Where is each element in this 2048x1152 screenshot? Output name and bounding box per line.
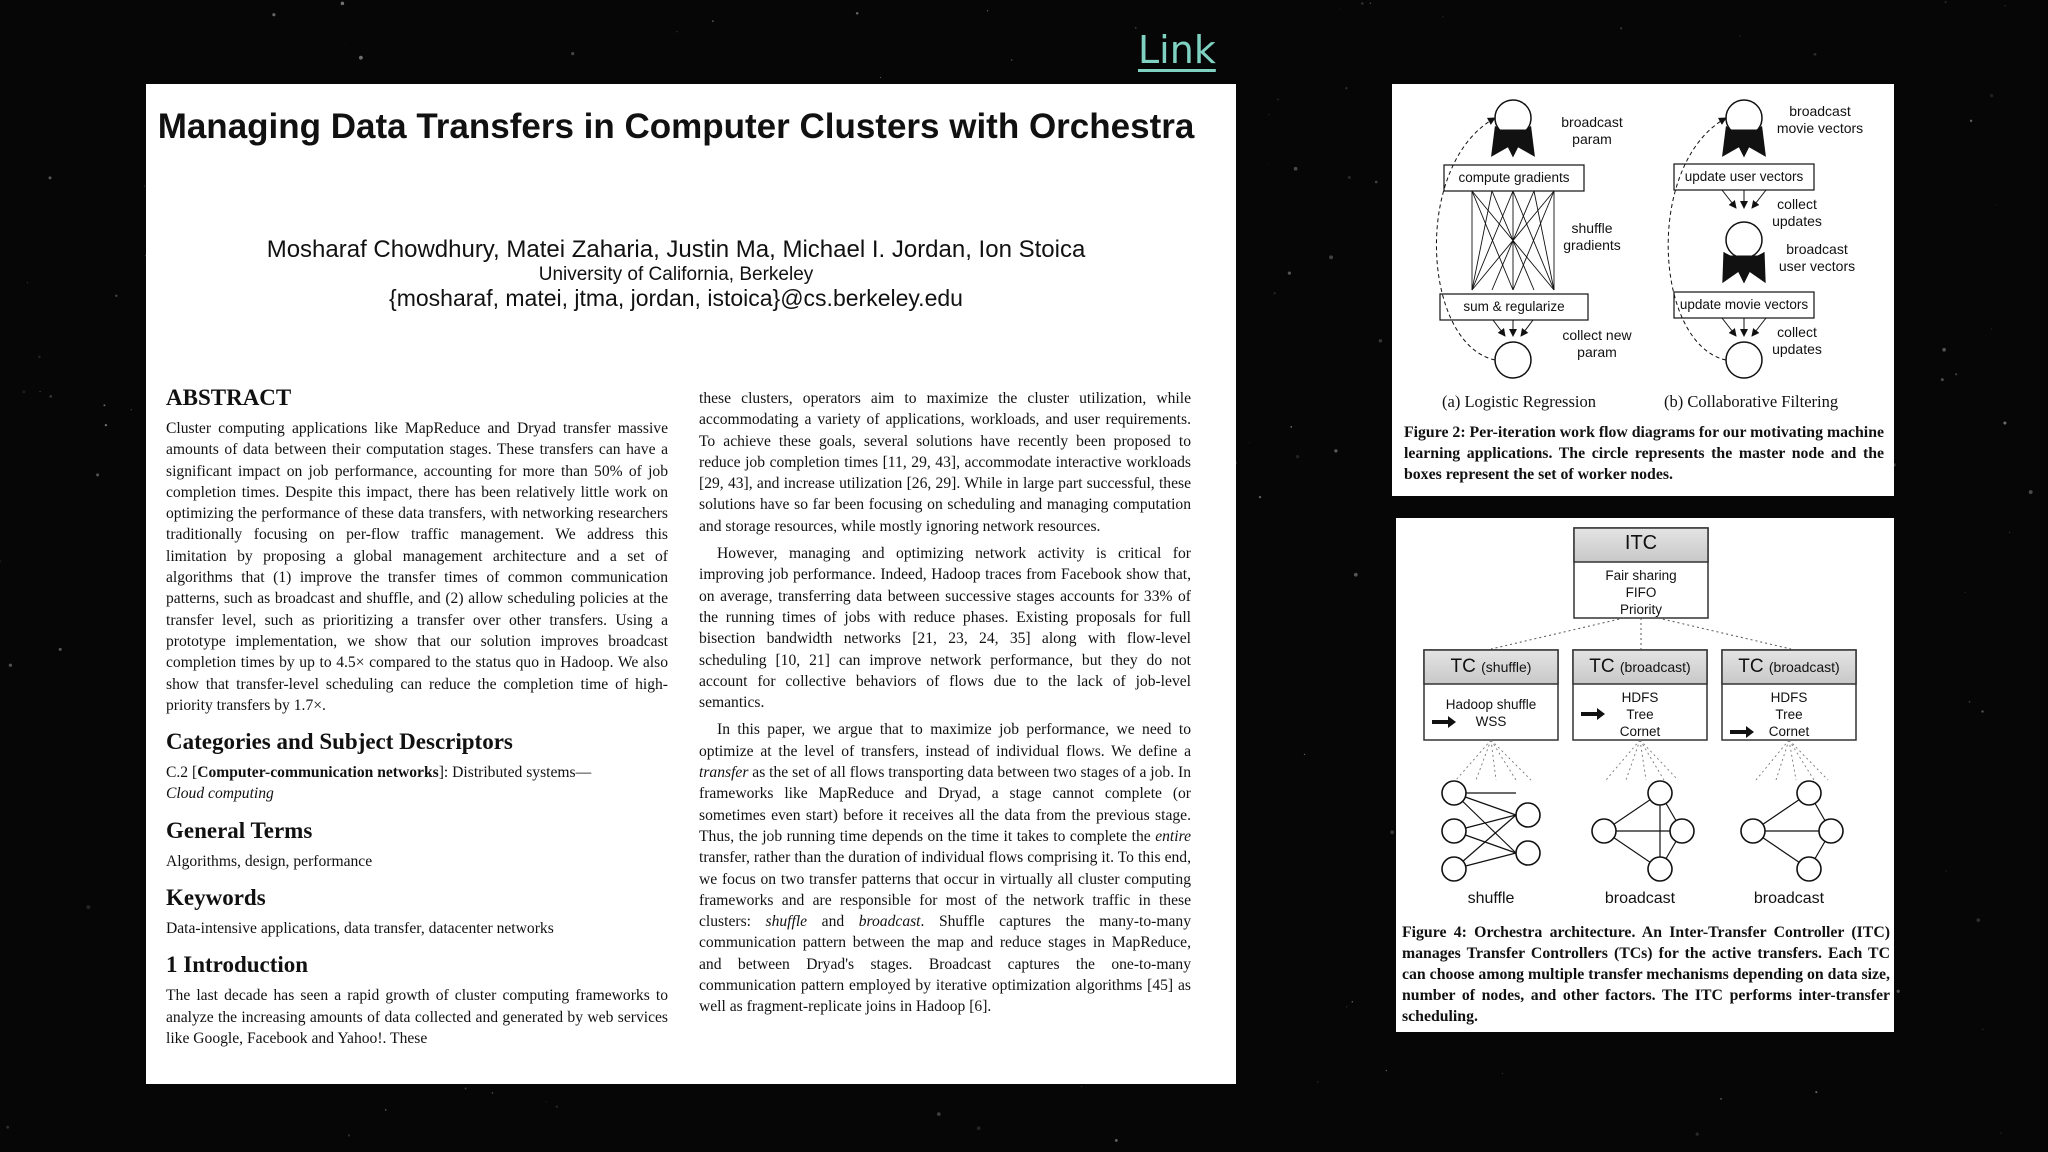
shuffle-graph-label: shuffle — [1467, 890, 1515, 907]
itc-policies: Fair sharing FIFO Priority — [1605, 568, 1677, 617]
lr-sum-regularize-box: sum & regularize — [1463, 299, 1565, 314]
general-terms-text: Algorithms, design, performance — [166, 852, 373, 870]
lr-compute-gradients-box: compute gradients — [1458, 170, 1570, 185]
general-terms-heading: General Terms — [166, 817, 313, 843]
tc-broadcast-mechanisms-2: HDFS Tree Cornet — [1768, 690, 1810, 739]
introduction-text: The last decade has seen a rapid growth of cluster computing frameworks to analyze the increasing amounts of data collected and generated by web services like Google, Facebook and Yahoo!. These — [166, 987, 668, 1047]
figure-4-caption: Figure 4: Orchestra architecture. An Inter-Transfer Controller (ITC) manages Transfer Controllers (TCs) for the active transfers. Each TC can choose among multiple transfer mechanisms depending on data size, number of nodes, and other factors. The ITC performs inter-transfer scheduling. — [1402, 924, 1890, 1025]
paper-authors: Mosharaf Chowdhury, Matei Zaharia, Justin Ma, Michael I. Jordan, Ion Stoica — [266, 236, 1086, 263]
paper-column-right — [699, 388, 1191, 1018]
tc-shuffle-mechanisms: Hadoop shuffle WSS — [1445, 697, 1537, 729]
keywords-text: Data-intensive applications, data transfer, datacenter networks — [166, 920, 554, 938]
figure-4 — [1396, 518, 1894, 1032]
paper-page — [146, 84, 1236, 1084]
lr-collect-note: collect new param — [1562, 327, 1632, 360]
tc-broadcast-mechanisms-1: HDFS Tree Cornet — [1619, 690, 1661, 739]
cf-broadcast-movie-note: broadcast movie vectors — [1776, 103, 1864, 136]
tc-broadcast-title-2: TC (broadcast) — [1738, 656, 1840, 677]
figure-2-caption: Figure 2: Per-iteration work flow diagrams for our motivating machine learning applications. The circle represents the master node and the boxes represent the set of worker nodes. — [1404, 424, 1884, 483]
cf-collect-note-1: collect updates — [1772, 196, 1822, 229]
paper-title: Managing Data Transfers in Computer Clusters with Orchestra — [157, 107, 1195, 146]
figure-2 — [1392, 84, 1894, 496]
categories-text: C.2 [Computer-communication networks]: Distributed systems— Cloud computing — [166, 764, 592, 803]
lr-shuffle-note: shuffle gradients — [1563, 220, 1621, 253]
cf-update-movie-box: update movie vectors — [1679, 297, 1809, 312]
cf-collect-note-2: collect updates — [1772, 324, 1822, 357]
paragraph-2: However, managing and optimizing network activity is critical for improving job performance. Indeed, Hadoop traces from Facebook show that, on average, transferring data between successive stages accounts for 33% of the running times of jobs with reduce phases. Existing proposals for full bisection bandwidth networks [21, 23, 24, 35] along with flow-level scheduling [10, 21] can improve network performance, but they do not account for collective behaviors of flows due to the lack of job-level semantics. — [699, 545, 1191, 712]
keywords-heading: Keywords — [166, 885, 266, 911]
paper-affiliation: University of California, Berkeley — [538, 264, 814, 285]
tc-broadcast-title-1: TC (broadcast) — [1589, 656, 1691, 677]
introduction-heading: 1 Introduction — [166, 952, 309, 978]
categories-heading: Categories and Subject Descriptors — [166, 729, 513, 755]
paragraph-1: these clusters, operators aim to maximize the cluster utilization, while accommodating a variety of applications, workloads, and user requirements. To achieve these goals, several solutions have recently been proposed to reduce job completion times [11, 29, 43], accommodate interactive workloads [29, 43], and increase utilization [26, 29]. While in large part successful, these solutions have so far been focusing on scheduling and managing computation and storage resources, while mostly ignoring network resources. — [699, 390, 1191, 535]
subfigure-b-label: (b) Collaborative Filtering — [1664, 392, 1839, 411]
subfigure-a-label: (a) Logistic Regression — [1442, 392, 1596, 411]
broadcast-graph-label-1: broadcast — [1604, 890, 1676, 907]
broadcast-graph-label-2: broadcast — [1753, 890, 1825, 907]
paper-column-left — [166, 384, 668, 1049]
abstract-text: Cluster computing applications like MapReduce and Dryad transfer massive amounts of data between their computation stages. These transfers can have a significant impact on job performance, accounting for more than 50% of job completion times. Despite this impact, there has been relatively little work on optimizing the performance of these data transfers, with networking researchers traditionally focusing on per-flow traffic management. We address this limitation by proposing a global management architecture and a set of algorithms that (1) improve the transfer times of common communication patterns, such as broadcast and shuffle, and (2) allow scheduling policies at the transfer level, such as prioritizing a transfer over other transfers. Using a prototype implementation, we show that our solution improves broadcast completion times by up to 4.5× compared to the status quo in Hadoop. We also show that transfer-level scheduling can reduce the completion time of high-priority transfers by 1.7×. — [166, 420, 668, 714]
itc-title: ITC — [1624, 532, 1658, 554]
link[interactable]: Link — [1138, 28, 1216, 72]
lr-broadcast-note: broadcast param — [1561, 114, 1623, 147]
cf-update-user-box: update user vectors — [1684, 169, 1804, 184]
paragraph-3: In this paper, we argue that to maximize job performance, we need to optimize at the level of transfers, instead of individual flows. We define a transfer as the set of all flows transporting data between two stages of a job. In frameworks like MapReduce and Dryad, a stage cannot complete (or sometimes even start) before it receives all the data from the previous stage. Thus, the job running time depends on the time it takes to complete the entire transfer, rather than the duration of individual flows comprising it. To this end, we focus on two transfer patterns that occur in virtually all cluster computing frameworks and are responsible for most of the network traffic in these clusters: shuffle and broadcast. Shuffle captures the many-to-many communication pattern between the map and reduce stages in MapReduce, and between Dryad's stages. Broadcast captures the one-to-many communication pattern employed by iterative optimization algorithms [45] as well as fragment-replicate joins in Hadoop [6]. — [699, 721, 1192, 1016]
paper-email: {mosharaf, matei, jtma, jordan, istoica}@cs.berkeley.edu — [389, 285, 963, 311]
tc-shuffle-title: TC (shuffle) — [1450, 656, 1532, 677]
cf-broadcast-user-note: broadcast user vectors — [1778, 241, 1856, 274]
abstract-heading: ABSTRACT — [166, 385, 292, 410]
